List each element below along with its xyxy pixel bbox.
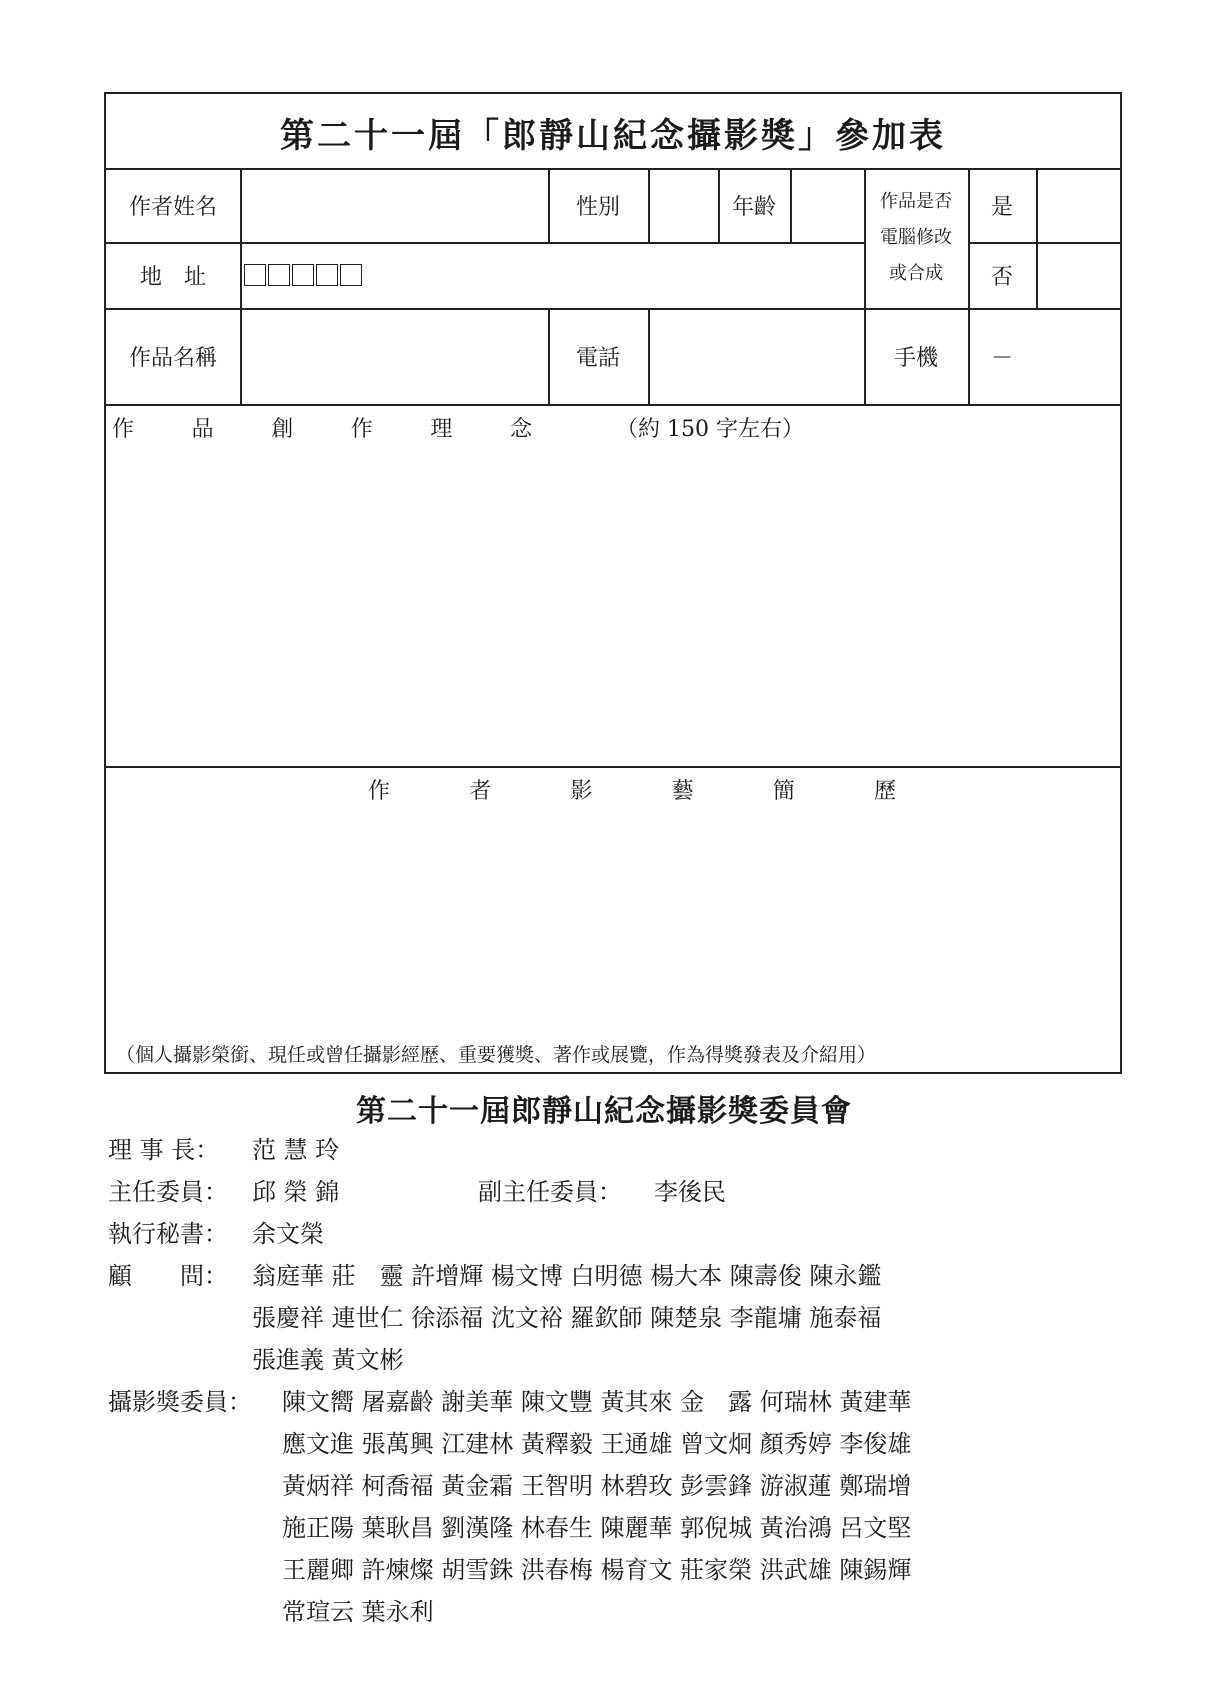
concept-note: （約 150 字左右） bbox=[616, 417, 804, 442]
members-line: 王麗卿 許煉燦 胡雪銖 洪春梅 楊育文 莊家榮 洪武雄 陳錫輝 bbox=[282, 1556, 912, 1584]
work-name-field[interactable] bbox=[242, 310, 546, 402]
members-label: 攝影獎委員： bbox=[108, 1388, 252, 1416]
advisors-line: 翁庭華 莊 靈 許增輝 楊文博 白明德 楊大本 陳壽俊 陳永鑑 bbox=[252, 1262, 882, 1290]
members-line: 施正陽 葉耿昌 劉漢隆 林春生 陳麗華 郭倪城 黃治鴻 呂文堅 bbox=[282, 1514, 912, 1542]
yes-checkbox[interactable] bbox=[1038, 170, 1118, 240]
profile-char: 歷 bbox=[873, 779, 896, 804]
postal-code-box[interactable] bbox=[316, 264, 338, 286]
mobile-field[interactable]: － bbox=[990, 345, 1013, 371]
profile-note: （個人攝影榮銜、現任或曾任攝影經歷、重要獲獎、著作或展覽，作為得獎發表及介紹用） bbox=[116, 1044, 877, 1066]
committee-title: 第二十一屆郎靜山紀念攝影獎委員會 bbox=[356, 1094, 852, 1129]
concept-char: 理 bbox=[430, 417, 453, 442]
age-label: 年齡 bbox=[731, 194, 776, 220]
chair-label: 理 事 長： bbox=[108, 1136, 220, 1164]
secretary-label: 執行秘書： bbox=[108, 1220, 228, 1248]
author-name-label: 作者姓名 bbox=[128, 194, 217, 220]
form-title: 第二十一屆「郎靜山紀念攝影獎」參加表 bbox=[280, 115, 946, 156]
chair-name: 范 慧 玲 bbox=[252, 1136, 340, 1164]
profile-heading bbox=[368, 774, 896, 805]
work-name-label: 作品名稱 bbox=[128, 345, 217, 371]
director-name: 邱 榮 錦 bbox=[252, 1178, 340, 1206]
vice-director-name: 李後民 bbox=[654, 1178, 726, 1206]
divider bbox=[106, 766, 1120, 768]
concept-char: 作 bbox=[112, 417, 135, 442]
members-line: 應文進 張萬興 江建林 黃釋毅 王通雄 曾文炯 顏秀婷 李俊雄 bbox=[282, 1430, 912, 1458]
computer-edit-label-line2: 電腦修改 bbox=[880, 227, 952, 248]
concept-heading bbox=[112, 412, 532, 443]
computer-edit-label-line1: 作品是否 bbox=[880, 191, 952, 212]
director-label: 主任委員： bbox=[108, 1178, 228, 1206]
postal-code-boxes[interactable] bbox=[244, 264, 362, 286]
postal-code-box[interactable] bbox=[340, 264, 362, 286]
entry-form bbox=[104, 92, 1122, 1074]
computer-edit-label-line3: 或合成 bbox=[889, 263, 943, 284]
advisors-label: 顧 問： bbox=[108, 1262, 228, 1290]
address-label: 地 址 bbox=[139, 264, 206, 290]
vice-director-label: 副主任委員： bbox=[478, 1178, 622, 1206]
author-name-field[interactable] bbox=[242, 170, 546, 240]
no-checkbox[interactable] bbox=[1038, 244, 1118, 306]
no-label: 否 bbox=[990, 264, 1013, 290]
members-line: 陳文嚮 屠嘉齡 謝美華 陳文豐 黃其來 金 露 何瑞林 黃建華 bbox=[282, 1388, 912, 1416]
phone-label: 電話 bbox=[575, 345, 620, 371]
mobile-label: 手機 bbox=[893, 345, 938, 371]
advisors-line: 張慶祥 連世仁 徐添福 沈文裕 羅欽師 陳楚泉 李龍墉 施泰福 bbox=[252, 1304, 882, 1332]
concept-char: 念 bbox=[509, 417, 532, 442]
concept-char: 品 bbox=[191, 417, 214, 442]
gender-field[interactable] bbox=[650, 170, 716, 240]
yes-label: 是 bbox=[990, 194, 1013, 220]
divider bbox=[106, 404, 1120, 406]
profile-char: 作 bbox=[368, 779, 391, 804]
postal-code-box[interactable] bbox=[244, 264, 266, 286]
computer-edit-label bbox=[864, 168, 968, 308]
profile-char: 藝 bbox=[671, 779, 694, 804]
postal-code-box[interactable] bbox=[268, 264, 290, 286]
profile-char: 者 bbox=[469, 779, 492, 804]
phone-field[interactable] bbox=[650, 310, 862, 402]
postal-code-box[interactable] bbox=[292, 264, 314, 286]
concept-char: 創 bbox=[271, 417, 294, 442]
profile-char: 簡 bbox=[772, 779, 795, 804]
profile-char: 影 bbox=[570, 779, 593, 804]
advisors-line: 張進義 黃文彬 bbox=[252, 1346, 404, 1374]
members-line: 黃炳祥 柯喬福 黃金霜 王智明 林碧玫 彭雲鋒 游淑蓮 鄭瑞增 bbox=[282, 1472, 912, 1500]
concept-char: 作 bbox=[350, 417, 373, 442]
secretary-name: 余文榮 bbox=[252, 1220, 324, 1248]
gender-label: 性別 bbox=[575, 194, 620, 220]
age-field[interactable] bbox=[792, 170, 862, 240]
members-line: 常瑄云 葉永利 bbox=[282, 1598, 434, 1626]
